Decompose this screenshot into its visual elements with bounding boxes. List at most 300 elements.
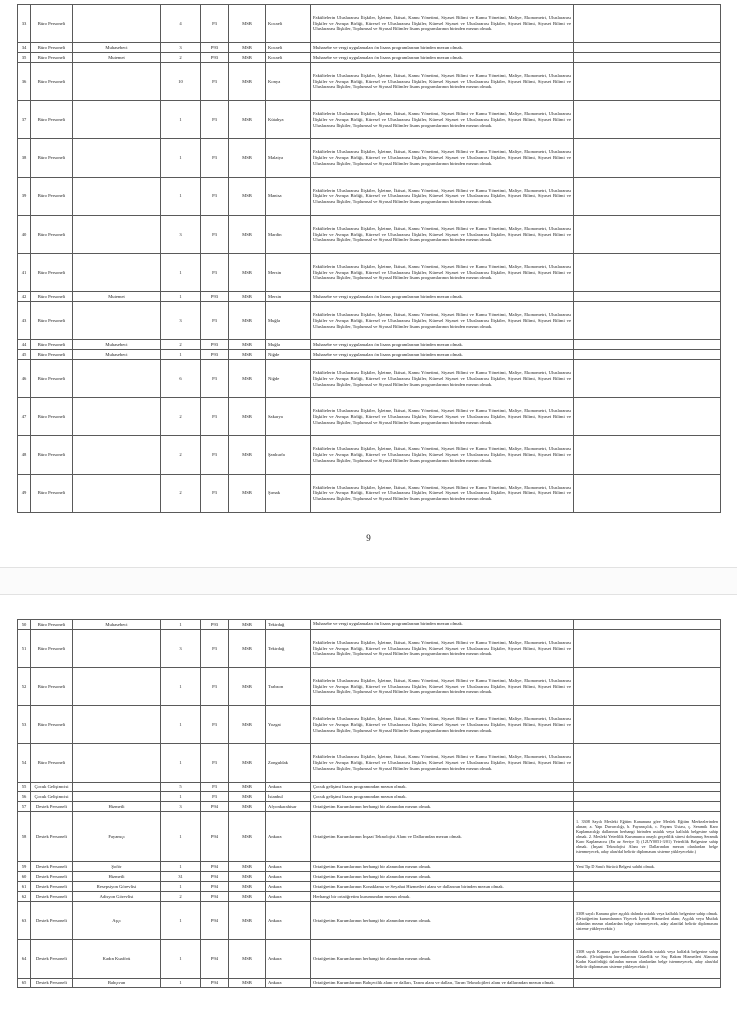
cell-branch: Muhasebeci	[73, 43, 161, 53]
cell-institution: MSB	[229, 474, 266, 512]
cell-row-number: 42	[18, 292, 31, 302]
cell-institution: MSB	[229, 882, 266, 892]
cell-education-requirement: Muhasebe ve vergi uygulamaları ön lisans programlarının birinden mezun olmak.	[311, 340, 574, 350]
positions-table-page-ten	[17, 619, 721, 989]
cell-row-number: 38	[18, 139, 31, 177]
cell-education-requirement: Çocuk gelişimi lisans programından mezun olmak.	[311, 782, 574, 792]
cell-institution: MSB	[229, 215, 266, 253]
cell-branch: Fayansçı	[73, 812, 161, 862]
table-row	[18, 892, 721, 902]
positions-table-body-page-nine	[18, 5, 721, 513]
cell-branch	[73, 398, 161, 436]
cell-quantity: 2	[161, 53, 201, 63]
cell-province: Şırnak	[266, 474, 311, 512]
cell-other-requirement	[574, 302, 721, 340]
cell-education-requirement: Muhasebe ve vergi uygulamaları ön lisans programlarının birinden mezun olmak.	[311, 43, 574, 53]
table-row	[18, 978, 721, 988]
cell-education-requirement: Ortaöğretim Kurumlarının herhangi bir alanından mezun olmak.	[311, 872, 574, 882]
cell-other-requirement	[574, 43, 721, 53]
cell-position-title: Büro Personeli	[31, 53, 73, 63]
cell-quantity: 5	[161, 782, 201, 792]
cell-kpss-code: P93	[201, 619, 229, 629]
cell-kpss-code: P94	[201, 872, 229, 882]
cell-institution: MSB	[229, 43, 266, 53]
cell-position-title: Destek Personeli	[31, 892, 73, 902]
cell-other-requirement	[574, 978, 721, 988]
cell-kpss-code: P94	[201, 902, 229, 940]
cell-row-number: 34	[18, 43, 31, 53]
cell-kpss-code: P94	[201, 892, 229, 902]
cell-institution: MSB	[229, 892, 266, 902]
table-row	[18, 629, 721, 667]
cell-other-requirement	[574, 744, 721, 782]
cell-kpss-code: P93	[201, 292, 229, 302]
cell-province: Ankara	[266, 892, 311, 902]
cell-kpss-code: P3	[201, 744, 229, 782]
cell-kpss-code: P94	[201, 940, 229, 978]
cell-position-title: Büro Personeli	[31, 436, 73, 474]
cell-branch	[73, 667, 161, 705]
cell-row-number: 43	[18, 302, 31, 340]
cell-quantity: 1	[161, 139, 201, 177]
cell-quantity: 1	[161, 862, 201, 872]
cell-kpss-code: P3	[201, 706, 229, 744]
cell-branch: Bahçıvan	[73, 978, 161, 988]
cell-position-title: Büro Personeli	[31, 340, 73, 350]
cell-kpss-code: P93	[201, 43, 229, 53]
cell-institution: MSB	[229, 53, 266, 63]
cell-position-title: Büro Personeli	[31, 360, 73, 398]
cell-kpss-code: P3	[201, 177, 229, 215]
cell-position-title: Büro Personeli	[31, 43, 73, 53]
table-row	[18, 101, 721, 139]
cell-kpss-code: P3	[201, 139, 229, 177]
cell-branch	[73, 101, 161, 139]
table-row	[18, 340, 721, 350]
cell-kpss-code: P3	[201, 5, 229, 43]
cell-education-requirement: Ortaöğretim Kurumlarının İnşaat Teknolojisi Alanı ve Dallarından mezun olmak.	[311, 812, 574, 862]
cell-institution: MSB	[229, 398, 266, 436]
cell-education-requirement: Ortaöğretim Kurumlarının herhangi bir alanından mezun olmak.	[311, 862, 574, 872]
table-row	[18, 792, 721, 802]
cell-row-number: 59	[18, 862, 31, 872]
cell-kpss-code: P3	[201, 215, 229, 253]
cell-other-requirement	[574, 474, 721, 512]
page-separator	[0, 567, 737, 595]
cell-position-title: Büro Personeli	[31, 215, 73, 253]
cell-province: Yozgat	[266, 706, 311, 744]
cell-quantity: 2	[161, 474, 201, 512]
cell-position-title: Çocuk Gelişimcisi	[31, 782, 73, 792]
cell-kpss-code: P94	[201, 978, 229, 988]
cell-row-number: 35	[18, 53, 31, 63]
cell-position-title: Destek Personeli	[31, 802, 73, 812]
cell-branch	[73, 436, 161, 474]
cell-branch	[73, 302, 161, 340]
cell-row-number: 54	[18, 744, 31, 782]
cell-institution: MSB	[229, 350, 266, 360]
cell-province: Kocaeli	[266, 43, 311, 53]
cell-institution: MSB	[229, 792, 266, 802]
cell-quantity: 1	[161, 706, 201, 744]
cell-institution: MSB	[229, 63, 266, 101]
cell-education-requirement: Fakültelerin Uluslararası İlişkiler, İşletme, İktisat, Kamu Yönetimi, Siyaset Bilimi ve Kamu Yönetimi, Maliye, Ekonometri, Uluslararası İlişkiler ve Avrupa Birliği, Küresel ve Uluslararası İlişkiler, Küresel Siyaset ve Uluslararası İlişkiler, Siyaset Bilimi, Siyaset Bilimi ve Uluslararası İlişkiler, Toplumsal ve Siyasal Bilimler lisans programlarının birinden mezun olmak.	[311, 302, 574, 340]
cell-institution: MSB	[229, 360, 266, 398]
cell-other-requirement: 3308 sayılı Kanuna göre aşçılık dalında ustalık veya kalfalık belgesine sahip olmak. (Ortaöğretim kurumlarının Yiyecek İçecek Hizmetleri alanı; Aşçılık veya Mutfak dalından mezun olanlardan belge istenmeyecek, aday alan/dal belirtir diplomasını sisteme yükleyecektir.)	[574, 902, 721, 940]
cell-row-number: 40	[18, 215, 31, 253]
cell-province: Afyonkarahisar	[266, 802, 311, 812]
table-row	[18, 474, 721, 512]
cell-row-number: 56	[18, 792, 31, 802]
table-row	[18, 398, 721, 436]
cell-education-requirement: Fakültelerin Uluslararası İlişkiler, İşletme, İktisat, Kamu Yönetimi, Siyaset Bilimi ve Kamu Yönetimi, Maliye, Ekonometri, Uluslararası İlişkiler ve Avrupa Birliği, Küresel ve Uluslararası İlişkiler, Küresel Siyaset ve Uluslararası İlişkiler, Siyaset Bilimi, Siyaset Bilimi ve Uluslararası İlişkiler, Toplumsal ve Siyasal Bilimler lisans programlarının birinden mezun olmak.	[311, 744, 574, 782]
cell-province: Ankara	[266, 872, 311, 882]
cell-other-requirement	[574, 101, 721, 139]
cell-branch: Mutemet	[73, 292, 161, 302]
cell-quantity: 2	[161, 436, 201, 474]
cell-quantity: 1	[161, 619, 201, 629]
cell-quantity: 1	[161, 350, 201, 360]
cell-province: Ankara	[266, 902, 311, 940]
page-number: 9	[366, 532, 371, 543]
cell-position-title: Büro Personeli	[31, 253, 73, 291]
cell-province: Kocaeli	[266, 5, 311, 43]
cell-row-number: 37	[18, 101, 31, 139]
cell-branch	[73, 253, 161, 291]
cell-other-requirement	[574, 872, 721, 882]
cell-quantity: 1	[161, 978, 201, 988]
table-row	[18, 302, 721, 340]
cell-branch	[73, 706, 161, 744]
cell-branch	[73, 474, 161, 512]
cell-other-requirement	[574, 436, 721, 474]
cell-quantity: 10	[161, 63, 201, 101]
cell-other-requirement	[574, 892, 721, 902]
table-row	[18, 706, 721, 744]
table-row	[18, 43, 721, 53]
table-row	[18, 619, 721, 629]
cell-branch: Muhasebeci	[73, 340, 161, 350]
cell-education-requirement: Fakültelerin Uluslararası İlişkiler, İşletme, İktisat, Kamu Yönetimi, Siyaset Bilimi ve Kamu Yönetimi, Maliye, Ekonometri, Uluslararası İlişkiler ve Avrupa Birliği, Küresel ve Uluslararası İlişkiler, Küresel Siyaset ve Uluslararası İlişkiler, Siyaset Bilimi, Siyaset Bilimi ve Uluslararası İlişkiler, Toplumsal ve Siyasal Bilimler lisans programlarının birinden mezun olmak.	[311, 474, 574, 512]
cell-row-number: 46	[18, 360, 31, 398]
cell-institution: MSB	[229, 744, 266, 782]
cell-quantity: 3	[161, 802, 201, 812]
cell-education-requirement: Fakültelerin Uluslararası İlişkiler, İşletme, İktisat, Kamu Yönetimi, Siyaset Bilimi ve Kamu Yönetimi, Maliye, Ekonometri, Uluslararası İlişkiler ve Avrupa Birliği, Küresel ve Uluslararası İlişkiler, Küresel Siyaset ve Uluslararası İlişkiler, Siyaset Bilimi, Siyaset Bilimi ve Uluslararası İlişkiler, Toplumsal ve Siyasal Bilimler lisans programlarının birinden mezun olmak.	[311, 398, 574, 436]
cell-branch: Resepsiyon Görevlisi	[73, 882, 161, 892]
cell-education-requirement: Çocuk gelişimi lisans programından mezun olmak.	[311, 792, 574, 802]
cell-education-requirement: Herhangi bir ortaöğretim kurumundan mezun olmak.	[311, 892, 574, 902]
table-row	[18, 436, 721, 474]
cell-institution: MSB	[229, 812, 266, 862]
cell-institution: MSB	[229, 340, 266, 350]
cell-other-requirement	[574, 177, 721, 215]
cell-province: Ankara	[266, 862, 311, 872]
cell-institution: MSB	[229, 292, 266, 302]
cell-institution: MSB	[229, 872, 266, 882]
cell-education-requirement: Ortaöğretim Kurumlarının Bahçecilik alanı ve dalları, Tarım alanı ve dalları, Tarım Teknolojileri alanı ve dallarından mezun olmak.	[311, 978, 574, 988]
cell-other-requirement	[574, 802, 721, 812]
cell-kpss-code: P3	[201, 436, 229, 474]
table-row	[18, 177, 721, 215]
cell-row-number: 63	[18, 902, 31, 940]
cell-province: Malatya	[266, 139, 311, 177]
cell-quantity: 3	[161, 43, 201, 53]
cell-province: Ankara	[266, 812, 311, 862]
cell-quantity: 3	[161, 302, 201, 340]
cell-education-requirement: Ortaöğretim Kurumlarının herhangi bir alanından mezun olmak.	[311, 802, 574, 812]
cell-province: Ankara	[266, 782, 311, 792]
cell-branch: Hizmetli	[73, 802, 161, 812]
cell-other-requirement	[574, 139, 721, 177]
cell-other-requirement	[574, 706, 721, 744]
cell-quantity: 2	[161, 892, 201, 902]
cell-branch	[73, 63, 161, 101]
cell-quantity: 4	[161, 5, 201, 43]
cell-quantity: 1	[161, 812, 201, 862]
cell-quantity: 1	[161, 902, 201, 940]
cell-position-title: Büro Personeli	[31, 101, 73, 139]
table-row	[18, 882, 721, 892]
cell-row-number: 57	[18, 802, 31, 812]
cell-education-requirement: Muhasebe ve vergi uygulamaları ön lisans programlarının birinden mezun olmak.	[311, 292, 574, 302]
cell-institution: MSB	[229, 253, 266, 291]
cell-kpss-code: P94	[201, 812, 229, 862]
cell-branch: Adisyon Görevlisi	[73, 892, 161, 902]
cell-education-requirement: Fakültelerin Uluslararası İlişkiler, İşletme, İktisat, Kamu Yönetimi, Siyaset Bilimi ve Kamu Yönetimi, Maliye, Ekonometri, Uluslararası İlişkiler ve Avrupa Birliği, Küresel ve Uluslararası İlişkiler, Küresel Siyaset ve Uluslararası İlişkiler, Siyaset Bilimi, Siyaset Bilimi ve Uluslararası İlişkiler, Toplumsal ve Siyasal Bilimler lisans programlarının birinden mezun olmak.	[311, 139, 574, 177]
table-row	[18, 5, 721, 43]
cell-province: Ankara	[266, 940, 311, 978]
cell-kpss-code: P3	[201, 629, 229, 667]
cell-position-title: Destek Personeli	[31, 862, 73, 872]
cell-province: Zonguldak	[266, 744, 311, 782]
cell-institution: MSB	[229, 802, 266, 812]
cell-position-title: Büro Personeli	[31, 302, 73, 340]
cell-kpss-code: P3	[201, 101, 229, 139]
table-row	[18, 667, 721, 705]
cell-branch: Hizmetli	[73, 872, 161, 882]
cell-other-requirement: Yeni Tip D Sınıfı Sürücü Belgesi sahibi olmak.	[574, 862, 721, 872]
table-row	[18, 862, 721, 872]
cell-other-requirement: 3308 sayılı Kanuna göre Kuaförlük dalında ustalık veya kalfalık belgesine sahip olmak. (Ortaöğretim kurumlarının Güzellik ve Saç Bakım Hizmetleri Alanının Kadın Kuaförlüğü dalından mezun olanlardan belge istenmeyecek, aday alan/dal belirtir diplomasını sisteme yükleyecektir.)	[574, 940, 721, 978]
cell-province: Trabzon	[266, 667, 311, 705]
cell-education-requirement: Fakültelerin Uluslararası İlişkiler, İşletme, İktisat, Kamu Yönetimi, Siyaset Bilimi ve Kamu Yönetimi, Maliye, Ekonometri, Uluslararası İlişkiler ve Avrupa Birliği, Küresel ve Uluslararası İlişkiler, Küresel Siyaset ve Uluslararası İlişkiler, Siyaset Bilimi, Siyaset Bilimi ve Uluslararası İlişkiler, Toplumsal ve Siyasal Bilimler lisans programlarının birinden mezun olmak.	[311, 5, 574, 43]
cell-branch	[73, 5, 161, 43]
document-page-ten	[0, 595, 737, 999]
cell-province: Kütahya	[266, 101, 311, 139]
cell-row-number: 61	[18, 882, 31, 892]
cell-education-requirement: Muhasebe ve vergi uygulamaları ön lisans programlarının birinden mezun olmak.	[311, 53, 574, 63]
cell-row-number: 52	[18, 667, 31, 705]
table-row	[18, 215, 721, 253]
cell-position-title: Büro Personeli	[31, 398, 73, 436]
cell-institution: MSB	[229, 139, 266, 177]
cell-institution: MSB	[229, 667, 266, 705]
cell-education-requirement: Fakültelerin Uluslararası İlişkiler, İşletme, İktisat, Kamu Yönetimi, Siyaset Bilimi ve Kamu Yönetimi, Maliye, Ekonometri, Uluslararası İlişkiler ve Avrupa Birliği, Küresel ve Uluslararası İlişkiler, Küresel Siyaset ve Uluslararası İlişkiler, Siyaset Bilimi, Siyaset Bilimi ve Uluslararası İlişkiler, Toplumsal ve Siyasal Bilimler lisans programlarının birinden mezun olmak.	[311, 215, 574, 253]
cell-kpss-code: P93	[201, 53, 229, 63]
cell-position-title: Destek Personeli	[31, 882, 73, 892]
cell-quantity: 1	[161, 667, 201, 705]
cell-education-requirement: Ortaöğretim Kurumlarının Konaklama ve Seyahat Hizmetleri alanı ve dallarının birinden mezun olmak.	[311, 882, 574, 892]
cell-kpss-code: P94	[201, 802, 229, 812]
cell-other-requirement	[574, 619, 721, 629]
table-row	[18, 139, 721, 177]
cell-row-number: 45	[18, 350, 31, 360]
cell-quantity: 1	[161, 253, 201, 291]
cell-position-title: Büro Personeli	[31, 350, 73, 360]
cell-province: Tekirdağ	[266, 619, 311, 629]
cell-row-number: 55	[18, 782, 31, 792]
cell-row-number: 48	[18, 436, 31, 474]
cell-quantity: 2	[161, 340, 201, 350]
cell-province: İstanbul	[266, 792, 311, 802]
cell-branch	[73, 139, 161, 177]
cell-institution: MSB	[229, 940, 266, 978]
cell-quantity: 1	[161, 177, 201, 215]
cell-quantity: 1	[161, 292, 201, 302]
cell-position-title: Büro Personeli	[31, 629, 73, 667]
cell-quantity: 6	[161, 360, 201, 398]
table-row	[18, 744, 721, 782]
cell-row-number: 47	[18, 398, 31, 436]
table-row	[18, 872, 721, 882]
cell-other-requirement: 1. 3308 Sayılı Mesleki Eğitim Kanununa göre Meslek Eğitim Merkezlerinden alınan; a. Yapı Duvarcılığı, b. Fayansçılık, c. Fayans Ustası, ç. Seramik Karo Kaplamacılığı dallarının herhangi birinden ustalık veya kalfalık belgesine sahip olmak. 2. Mesleki Yeterlilik Kurumunca onaylı geçerlilik süresi dolmamış Seramik Karo Kaplamacısı (En az Seviye 3) (12UY0051-3/01) Yeterlilik Belgesine sahip olmak. (İnşaat Teknolojisi Alanı ve Dallarından mezun olanlardan belge istenmeyecek, aday alan/dal belirtir diplomasını sisteme yükleyecektir.)	[574, 812, 721, 862]
cell-kpss-code: P3	[201, 782, 229, 792]
cell-row-number: 50	[18, 619, 31, 629]
cell-position-title: Destek Personeli	[31, 978, 73, 988]
cell-branch	[73, 215, 161, 253]
cell-position-title: Büro Personeli	[31, 706, 73, 744]
cell-education-requirement: Fakültelerin Uluslararası İlişkiler, İşletme, İktisat, Kamu Yönetimi, Siyaset Bilimi ve Kamu Yönetimi, Maliye, Ekonometri, Uluslararası İlişkiler ve Avrupa Birliği, Küresel ve Uluslararası İlişkiler, Küresel Siyaset ve Uluslararası İlişkiler, Siyaset Bilimi, Siyaset Bilimi ve Uluslararası İlişkiler, Toplumsal ve Siyasal Bilimler lisans programlarının birinden mezun olmak.	[311, 63, 574, 101]
cell-education-requirement: Ortaöğretim Kurumlarının herhangi bir alanından mezun olmak.	[311, 902, 574, 940]
cell-institution: MSB	[229, 782, 266, 792]
cell-position-title: Büro Personeli	[31, 177, 73, 215]
cell-branch: Mutemet	[73, 53, 161, 63]
cell-province: Kocaeli	[266, 53, 311, 63]
cell-row-number: 53	[18, 706, 31, 744]
table-row	[18, 360, 721, 398]
cell-position-title: Büro Personeli	[31, 744, 73, 782]
positions-table-page-nine	[17, 4, 721, 513]
cell-branch	[73, 629, 161, 667]
cell-province: Mardin	[266, 215, 311, 253]
cell-position-title: Büro Personeli	[31, 5, 73, 43]
cell-row-number: 49	[18, 474, 31, 512]
cell-quantity: 3	[161, 215, 201, 253]
cell-quantity: 1	[161, 792, 201, 802]
cell-province: Ankara	[266, 978, 311, 988]
cell-quantity: 1	[161, 882, 201, 892]
cell-row-number: 58	[18, 812, 31, 862]
cell-kpss-code: P3	[201, 474, 229, 512]
cell-province: Tekirdağ	[266, 629, 311, 667]
cell-branch	[73, 360, 161, 398]
cell-position-title: Destek Personeli	[31, 902, 73, 940]
cell-row-number: 65	[18, 978, 31, 988]
table-row	[18, 350, 721, 360]
cell-education-requirement: Fakültelerin Uluslararası İlişkiler, İşletme, İktisat, Kamu Yönetimi, Siyaset Bilimi ve Kamu Yönetimi, Maliye, Ekonometri, Uluslararası İlişkiler ve Avrupa Birliği, Küresel ve Uluslararası İlişkiler, Küresel Siyaset ve Uluslararası İlişkiler, Siyaset Bilimi, Siyaset Bilimi ve Uluslararası İlişkiler, Toplumsal ve Siyasal Bilimler lisans programlarının birinden mezun olmak.	[311, 253, 574, 291]
cell-kpss-code: P3	[201, 63, 229, 101]
cell-province: Şanlıurfa	[266, 436, 311, 474]
cell-other-requirement	[574, 882, 721, 892]
cell-other-requirement	[574, 350, 721, 360]
cell-quantity: 31	[161, 872, 201, 882]
cell-province: Muğla	[266, 302, 311, 340]
cell-province: Manisa	[266, 177, 311, 215]
cell-institution: MSB	[229, 101, 266, 139]
cell-education-requirement: Fakültelerin Uluslararası İlişkiler, İşletme, İktisat, Kamu Yönetimi, Siyaset Bilimi ve Kamu Yönetimi, Maliye, Ekonometri, Uluslararası İlişkiler ve Avrupa Birliği, Küresel ve Uluslararası İlişkiler, Küresel Siyaset ve Uluslararası İlişkiler, Siyaset Bilimi, Siyaset Bilimi ve Uluslararası İlişkiler, Toplumsal ve Siyasal Bilimler lisans programlarının birinden mezun olmak.	[311, 436, 574, 474]
cell-quantity: 1	[161, 744, 201, 782]
cell-kpss-code: P3	[201, 302, 229, 340]
cell-kpss-code: P3	[201, 398, 229, 436]
cell-branch	[73, 782, 161, 792]
cell-kpss-code: P94	[201, 882, 229, 892]
cell-education-requirement: Fakültelerin Uluslararası İlişkiler, İşletme, İktisat, Kamu Yönetimi, Siyaset Bilimi ve Kamu Yönetimi, Maliye, Ekonometri, Uluslararası İlişkiler ve Avrupa Birliği, Küresel ve Uluslararası İlişkiler, Küresel Siyaset ve Uluslararası İlişkiler, Siyaset Bilimi, Siyaset Bilimi ve Uluslararası İlişkiler, Toplumsal ve Siyasal Bilimler lisans programlarının birinden mezun olmak.	[311, 706, 574, 744]
cell-institution: MSB	[229, 862, 266, 872]
table-row	[18, 292, 721, 302]
cell-other-requirement	[574, 215, 721, 253]
cell-other-requirement	[574, 360, 721, 398]
cell-education-requirement: Fakültelerin Uluslararası İlişkiler, İşletme, İktisat, Kamu Yönetimi, Siyaset Bilimi ve Kamu Yönetimi, Maliye, Ekonometri, Uluslararası İlişkiler ve Avrupa Birliği, Küresel ve Uluslararası İlişkiler, Küresel Siyaset ve Uluslararası İlişkiler, Siyaset Bilimi, Siyaset Bilimi ve Uluslararası İlişkiler, Toplumsal ve Siyasal Bilimler lisans programlarının birinden mezun olmak.	[311, 360, 574, 398]
cell-branch	[73, 744, 161, 782]
cell-other-requirement	[574, 398, 721, 436]
cell-branch: Muhasebeci	[73, 350, 161, 360]
cell-kpss-code: P3	[201, 667, 229, 705]
cell-other-requirement	[574, 53, 721, 63]
cell-row-number: 44	[18, 340, 31, 350]
cell-institution: MSB	[229, 629, 266, 667]
cell-quantity: 1	[161, 940, 201, 978]
table-row	[18, 782, 721, 792]
cell-position-title: Büro Personeli	[31, 619, 73, 629]
cell-kpss-code: P3	[201, 253, 229, 291]
cell-row-number: 62	[18, 892, 31, 902]
page-ten-top-spacer	[0, 595, 737, 619]
cell-province: Mersin	[266, 253, 311, 291]
cell-kpss-code: P3	[201, 360, 229, 398]
table-row	[18, 940, 721, 978]
cell-province: Mersin	[266, 292, 311, 302]
cell-position-title: Destek Personeli	[31, 872, 73, 882]
cell-province: Niğde	[266, 360, 311, 398]
cell-other-requirement	[574, 629, 721, 667]
cell-education-requirement: Fakültelerin Uluslararası İlişkiler, İşletme, İktisat, Kamu Yönetimi, Siyaset Bilimi ve Kamu Yönetimi, Maliye, Ekonometri, Uluslararası İlişkiler ve Avrupa Birliği, Küresel ve Uluslararası İlişkiler, Küresel Siyaset ve Uluslararası İlişkiler, Siyaset Bilimi, Siyaset Bilimi ve Uluslararası İlişkiler, Toplumsal ve Siyasal Bilimler lisans programlarının birinden mezun olmak.	[311, 177, 574, 215]
positions-table-body-page-ten	[18, 619, 721, 988]
table-row	[18, 53, 721, 63]
cell-other-requirement	[574, 782, 721, 792]
table-row	[18, 253, 721, 291]
cell-position-title: Çocuk Gelişimcisi	[31, 792, 73, 802]
page-nine-table-wrapper	[0, 4, 737, 513]
cell-province: Ankara	[266, 882, 311, 892]
cell-kpss-code: P93	[201, 340, 229, 350]
page-ten-table-wrapper	[0, 619, 737, 989]
cell-institution: MSB	[229, 5, 266, 43]
cell-position-title: Destek Personeli	[31, 940, 73, 978]
cell-other-requirement	[574, 253, 721, 291]
cell-other-requirement	[574, 792, 721, 802]
cell-province: Konya	[266, 63, 311, 101]
table-row	[18, 802, 721, 812]
cell-institution: MSB	[229, 177, 266, 215]
cell-institution: MSB	[229, 978, 266, 988]
cell-institution: MSB	[229, 619, 266, 629]
cell-position-title: Büro Personeli	[31, 667, 73, 705]
cell-education-requirement: Muhasebe ve vergi uygulamaları ön lisans programlarının birinden mezun olmak.	[311, 350, 574, 360]
cell-quantity: 1	[161, 101, 201, 139]
cell-branch: Kadın Kuaförü	[73, 940, 161, 978]
cell-education-requirement: Fakültelerin Uluslararası İlişkiler, İşletme, İktisat, Kamu Yönetimi, Siyaset Bilimi ve Kamu Yönetimi, Maliye, Ekonometri, Uluslararası İlişkiler ve Avrupa Birliği, Küresel ve Uluslararası İlişkiler, Küresel Siyaset ve Uluslararası İlişkiler, Siyaset Bilimi, Siyaset Bilimi ve Uluslararası İlişkiler, Toplumsal ve Siyasal Bilimler lisans programlarının birinden mezun olmak.	[311, 101, 574, 139]
cell-other-requirement	[574, 292, 721, 302]
